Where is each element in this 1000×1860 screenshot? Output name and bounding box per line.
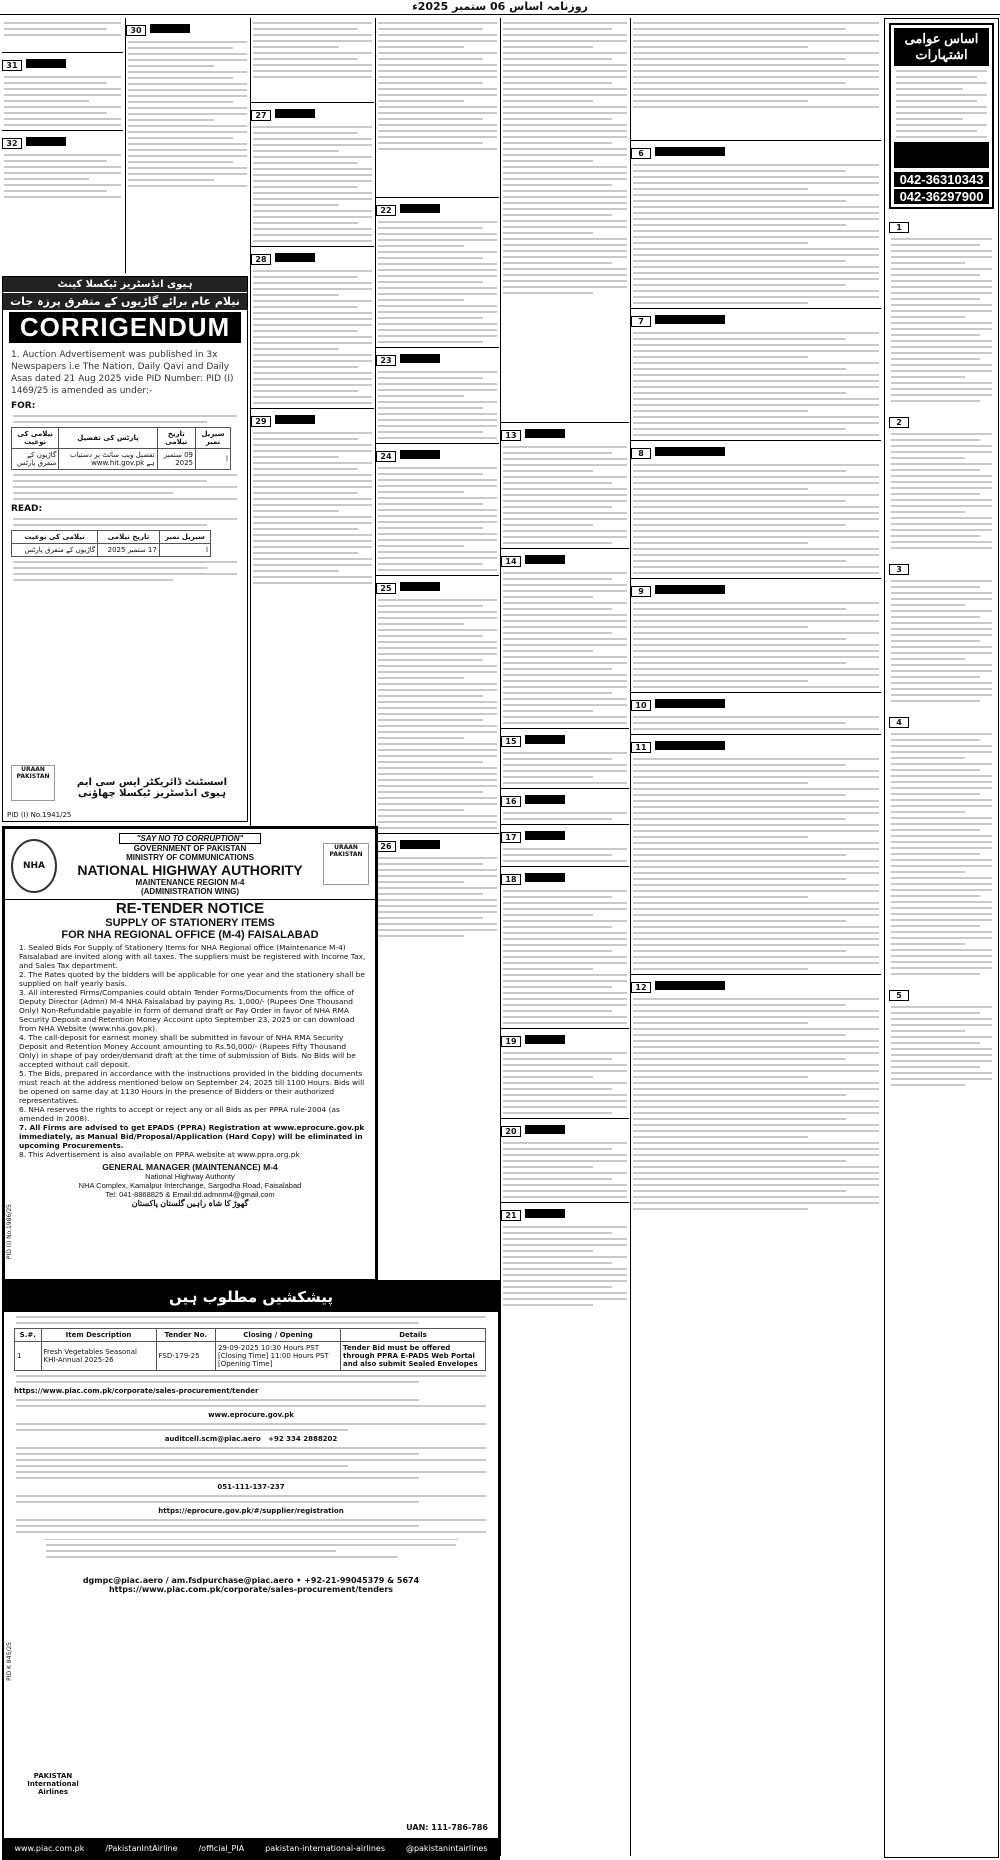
notice-16 xyxy=(501,788,629,820)
notice-13 xyxy=(501,422,629,544)
notice-31 xyxy=(2,52,123,126)
notice-15 xyxy=(501,728,629,784)
twitter-link[interactable]: /official_PIA xyxy=(198,1843,245,1853)
th-details: Details xyxy=(341,1329,486,1342)
auction-subheader: نیلام عام برائے گاڑیوں کے متفرق پرزہ جات xyxy=(3,293,247,310)
nha-point: 1. Sealed Bids For Supply of Stationery Items for NHA Regional office (Maintenance M-4) Faisalabad are invited along with all taxes. The suppliers must be registered with Income Tax, and Sales Tax department. xyxy=(19,943,366,970)
linkedin-link[interactable]: pakistan-international-airlines xyxy=(265,1843,385,1853)
nha-wing: (ADMINISTRATION WING) xyxy=(140,887,240,896)
notice-number: 9 xyxy=(631,586,651,597)
legal-phone-1: 042-36310343 xyxy=(894,172,989,187)
redacted-bar xyxy=(275,415,315,424)
redacted-bar xyxy=(655,981,725,990)
notice-8 xyxy=(631,440,881,574)
td-date: 17 ستمبر 2025 xyxy=(98,544,160,557)
piac-url-3: https://eprocure.gov.pk/#/supplier/registration xyxy=(158,1507,344,1515)
legal-phone-2: 042-36297900 xyxy=(894,189,989,204)
td-sn: 1 xyxy=(15,1342,42,1371)
notice-number: 15 xyxy=(501,736,521,747)
notice-number: 6 xyxy=(631,148,651,159)
legal-section-2 xyxy=(885,408,998,555)
notices-column-b xyxy=(500,18,629,1856)
auction-table-1 xyxy=(11,427,231,470)
nha-point: 6. NHA reserves the rights to accept or reject any or all Bids as per PPRA rule-2004 (as amended in 2008). xyxy=(19,1105,340,1123)
nha-point: 3. All interested Firms/Companies could obtain Tender Forms/Documents from the office of Deputy Director (Admn) M-4 NHA Faisalabad by paying Rs. 1,000/- (Rupees One Thousand Only) Non-Refundable payable in form of demand draft or Pay Order in favor of NHA RMA Security Deposit and Retention Money Account upto September 23, 2025 or can download from NHA Website (www.nha.gov.pk). xyxy=(19,988,355,1033)
corrigendum-ad xyxy=(2,276,248,822)
corrigendum-title: CORRIGENDUM xyxy=(9,312,241,343)
nha-retender-ad xyxy=(2,826,378,1282)
redacted-bar xyxy=(655,147,725,156)
nha-point: 2. The Rates quoted by the bidders will be applicable for one year and the stationery shall be supplied on half yearly basis. xyxy=(19,970,365,988)
redacted-bar xyxy=(26,59,66,68)
piac-pid: PID K 845/25 xyxy=(6,1642,13,1681)
piac-tender-table xyxy=(14,1328,486,1371)
legal-intro-text xyxy=(894,70,989,138)
redacted-bar xyxy=(275,253,315,262)
piac-intro xyxy=(4,1316,498,1324)
redacted-bar xyxy=(400,582,440,591)
redacted-bar xyxy=(275,109,315,118)
redacted-bar xyxy=(525,1125,565,1134)
piac-text-2 xyxy=(4,1399,498,1407)
td-closing: 29-09-2025 10:30 Hours PST [Closing Time] 11:00 Hours PST [Opening Time] xyxy=(216,1342,341,1371)
th-item: Item Description xyxy=(41,1329,156,1342)
read-label: READ: xyxy=(11,504,43,514)
continued-text xyxy=(501,22,629,422)
piac-text-6 xyxy=(4,1519,498,1533)
legal-section-4 xyxy=(885,708,998,981)
nha-slogan: "SAY NO TO CORRUPTION" xyxy=(119,833,261,844)
continued-text xyxy=(2,22,123,52)
notice-number: 12 xyxy=(631,982,651,993)
notice-number: 18 xyxy=(501,874,521,885)
redacted-bar xyxy=(655,585,725,594)
notices-column-a xyxy=(630,18,881,1856)
section-number: 5 xyxy=(889,990,909,1001)
piac-phone-1: +92 334 2888202 xyxy=(268,1435,338,1443)
redacted-bar xyxy=(525,795,565,804)
notice-21 xyxy=(501,1202,629,1306)
website-link[interactable]: www.piac.com.pk xyxy=(14,1843,85,1853)
notice-number: 13 xyxy=(501,430,521,441)
uraan-logo: URAAN PAKISTAN xyxy=(11,765,55,801)
notice-19 xyxy=(501,1028,629,1114)
notice-7 xyxy=(631,308,881,436)
nha-gov: GOVERNMENT OF PAKISTAN xyxy=(133,844,247,853)
legal-notices-column xyxy=(884,18,999,1858)
nha-gm: GENERAL MANAGER (MAINTENANCE) M-4 xyxy=(102,1162,278,1172)
notice-number: 16 xyxy=(501,796,521,807)
auction-header: ہیوی انڈسٹریز ٹیکسلا کینٹ xyxy=(3,277,247,292)
pia-logo: PAKISTAN International Airlines xyxy=(27,1772,79,1796)
section-number: 2 xyxy=(889,417,909,428)
nha-supply: SUPPLY OF STATIONERY ITEMS xyxy=(105,917,275,929)
notice-30 xyxy=(126,18,249,187)
td-details: Tender Bid must be offered through PPRA E-PADS Web Portal and also submit Sealed Envelopes xyxy=(341,1342,486,1371)
td-serial: ا xyxy=(196,449,231,470)
redacted-bar xyxy=(400,450,440,459)
notice-number: 31 xyxy=(2,60,22,71)
piac-url-2: www.eprocure.gov.pk xyxy=(208,1411,294,1419)
redacted-bar xyxy=(525,1035,565,1044)
piac-uan: UAN: 111-786-786 xyxy=(406,1823,488,1832)
notice-number: 23 xyxy=(376,355,396,366)
th-parts: پارٹس کی تفصیل xyxy=(59,428,157,449)
continued-text xyxy=(631,22,881,140)
notice-number: 19 xyxy=(501,1036,521,1047)
nha-name: NATIONAL HIGHWAY AUTHORITY xyxy=(77,862,303,878)
piac-contact: dgmpc@piac.aero / am.fsdpurchase@piac.aero • +92-21-99045379 & 5674 xyxy=(82,1576,420,1585)
legal-section-1 xyxy=(885,213,998,408)
masthead-date: روزنامہ اساس 06 ستمبر 2025ء xyxy=(0,0,1000,15)
for-label: FOR: xyxy=(11,401,36,411)
redacted-bar xyxy=(525,873,565,882)
notice-number: 10 xyxy=(631,700,651,711)
redacted-bar xyxy=(655,447,725,456)
piac-text-1 xyxy=(4,1375,498,1383)
auction-pid: PID (I) No.1941/25 xyxy=(7,811,72,819)
piac-tender-ad xyxy=(2,1280,500,1860)
legal-title: اساس عوامی اشتہارات xyxy=(894,28,989,66)
td-type: گاڑیوں کے متفرق پارٹس xyxy=(12,544,98,557)
notice-18 xyxy=(501,866,629,1024)
notice-25 xyxy=(376,575,499,829)
th-tender: Tender No. xyxy=(156,1329,215,1342)
notice-number: 14 xyxy=(501,556,521,567)
th-date: تاریخ نیلامی xyxy=(98,531,160,544)
redacted-bar xyxy=(400,354,440,363)
piac-audit-contact xyxy=(4,1435,498,1443)
notice-11 xyxy=(631,734,881,970)
notice-9 xyxy=(631,578,881,688)
for-notes xyxy=(3,474,247,500)
notice-10 xyxy=(631,692,881,730)
piac-text-4 xyxy=(4,1447,498,1479)
redacted-bar xyxy=(525,1209,565,1218)
notice-28 xyxy=(251,246,374,404)
instagram-link[interactable]: @pakistanintairlines xyxy=(405,1843,488,1853)
notices-column-e xyxy=(125,18,249,273)
notices-column-c xyxy=(375,18,499,1276)
notice-14 xyxy=(501,548,629,724)
notice-17 xyxy=(501,824,629,862)
redacted-bar xyxy=(400,204,440,213)
legal-section-3 xyxy=(885,555,998,708)
notice-number: 20 xyxy=(501,1126,521,1137)
facebook-link[interactable]: /PakistanIntAirline xyxy=(105,1843,178,1853)
section-number: 4 xyxy=(889,717,909,728)
notices-column-f xyxy=(2,18,123,273)
th-serial: سیریل نمبر xyxy=(159,531,210,544)
continued-text xyxy=(376,22,499,197)
notice-number: 11 xyxy=(631,742,651,753)
notice-6 xyxy=(631,140,881,304)
notice-32 xyxy=(2,130,123,198)
redacted-bar xyxy=(655,315,725,324)
legal-section-5 xyxy=(885,981,998,1092)
th-closing: Closing / Opening xyxy=(216,1329,341,1342)
redacted-bar xyxy=(655,741,725,750)
redacted-bar xyxy=(525,831,565,840)
redacted-bar xyxy=(525,429,565,438)
notice-27 xyxy=(251,102,374,242)
td-type: گاڑیوں کے متفرق پارٹس xyxy=(12,449,59,470)
uraan-pakistan-logo: URAAN PAKISTAN xyxy=(323,843,369,885)
nha-address: NHA Complex, Kamalpur Interchange, Sargodha Road, Faisalabad xyxy=(78,1181,302,1190)
td-item: Fresh Vegetables Seasonal KHI-Annual 2025-26 xyxy=(41,1342,156,1371)
th-type: نیلامی کی نوعیت xyxy=(12,531,98,544)
redacted-bar xyxy=(655,699,725,708)
td-tender: FSD-179-25 xyxy=(156,1342,215,1371)
th-date: تاریخ نیلامی xyxy=(157,428,195,449)
piac-url-1: https://www.piac.com.pk/corporate/sales-procurement/tender xyxy=(14,1387,259,1395)
nha-tel: Tel: 041-8868825 & Email:dd.admnm4@gmail.com xyxy=(105,1190,275,1199)
piac-email-1: auditcell.scm@piac.aero xyxy=(164,1435,261,1443)
nha-point: 5. The Bids, prepared in accordance with the instructions provided in the bidding documents must reach at the address mentioned below on September 24, 2025 till 1100 Hours. Bids will be opened on same day at 1130 Hours in the presence of Bidders or their authorized representatives. xyxy=(19,1069,365,1105)
td-serial: ا xyxy=(159,544,210,557)
redacted-bar xyxy=(525,555,565,564)
notice-20 xyxy=(501,1118,629,1198)
notice-number: 25 xyxy=(376,583,396,594)
notice-number: 17 xyxy=(501,832,521,843)
section-number: 1 xyxy=(889,222,909,233)
notice-number: 22 xyxy=(376,205,396,216)
notice-24 xyxy=(376,443,499,571)
notice-29 xyxy=(251,408,374,584)
redacted-bar xyxy=(150,24,190,33)
piac-header: پیشکشیں مطلوب ہیں xyxy=(4,1282,498,1312)
nha-points xyxy=(5,941,375,1159)
notice-number: 27 xyxy=(251,110,271,121)
section-number: 3 xyxy=(889,564,909,575)
notice-number: 29 xyxy=(251,416,271,427)
read-text xyxy=(3,518,247,526)
piac-social-bar xyxy=(4,1838,498,1858)
nha-pid: PID (I) No.1986/25 xyxy=(6,1203,13,1259)
nha-point: 4. The call-deposit for earnest money shall be submitted in favour of NHA RMA Security Deposit and Retention Money Account amounting to Rs.50,000/- (Rupees Fifty Thousand Only) in shape of pay order/demand draft at the time of submission of Bids. No Bids will be accepted without call deposit. xyxy=(19,1033,356,1069)
piac-url-4: https://www.piac.com.pk/corporate/sales-procurement/tenders xyxy=(108,1585,394,1594)
redacted-bar xyxy=(400,840,440,849)
notice-number: 32 xyxy=(2,138,22,149)
notice-number: 24 xyxy=(376,451,396,462)
redacted-bar xyxy=(525,735,565,744)
nha-point: 8. This Advertisement is also available on PPRA website at www.ppra.org.pk xyxy=(19,1150,300,1159)
notice-number: 21 xyxy=(501,1210,521,1221)
th-type: نیلامی کی نوعیت xyxy=(12,428,59,449)
for-text xyxy=(3,415,247,423)
notice-number: 30 xyxy=(126,25,146,36)
notice-number: 8 xyxy=(631,448,651,459)
piac-text-3 xyxy=(4,1423,498,1431)
auction-table-2 xyxy=(11,530,211,557)
nha-region: MAINTENANCE REGION M-4 xyxy=(135,878,245,887)
nha-ministry: MINISTRY OF COMMUNICATIONS xyxy=(126,853,254,862)
notice-12 xyxy=(631,974,881,1210)
nha-gm2: National Highway Authority xyxy=(145,1172,235,1181)
auction-body: 1. Auction Advertisement was published in 3x Newspapers i.e The Nation, Daily Qavi and Daily Asas dated 21 Aug 2025 vide PID Number: PID (I) 1469/25 is amended as under:- xyxy=(11,350,234,396)
piac-text-5 xyxy=(4,1495,498,1503)
notice-number: 7 xyxy=(631,316,651,327)
nha-point: 7. All Firms are advised to get EPADS (PPRA) Registration at www.eprocure.gov.pk immediately, as Manual Bid/Proposal/Application (Hard Copy) will be eliminated in upcoming Procurements. xyxy=(19,1123,365,1150)
nha-notice-title: RE-TENDER NOTICE xyxy=(5,899,375,917)
notice-number: 28 xyxy=(251,254,271,265)
legal-header xyxy=(889,23,994,209)
notice-26 xyxy=(376,833,499,937)
notice-number: 26 xyxy=(376,841,396,852)
nha-logo: NHA xyxy=(11,839,57,893)
piac-signature-block xyxy=(44,1539,458,1570)
auction-signature: اسسٹنٹ ڈائریکٹر ایس سی ایم ہیوی انڈسٹریز ٹیکسلا چھاؤنی xyxy=(76,777,228,799)
td-parts: تفصیل ویب سائٹ پر دستیاب ہے www.hit.gov.pk xyxy=(59,449,157,470)
read-notes xyxy=(3,561,247,581)
th-serial: سیریل نمبر xyxy=(196,428,231,449)
piac-phone-2: 051-111-137-237 xyxy=(217,1483,285,1491)
th-sn: S.#. xyxy=(15,1329,42,1342)
nha-urdu-foot: گھوڑ کا شاہ راہیں گلستان پاکستان xyxy=(131,1199,249,1208)
notice-22 xyxy=(376,197,499,343)
redacted-bar xyxy=(26,137,66,146)
notice-23 xyxy=(376,347,499,439)
td-date: 09 ستمبر 2025 xyxy=(157,449,195,470)
continued-text xyxy=(251,22,374,102)
asas-logo xyxy=(894,142,989,168)
nha-office: FOR NHA REGIONAL OFFICE (M-4) FAISALABAD xyxy=(61,929,319,941)
